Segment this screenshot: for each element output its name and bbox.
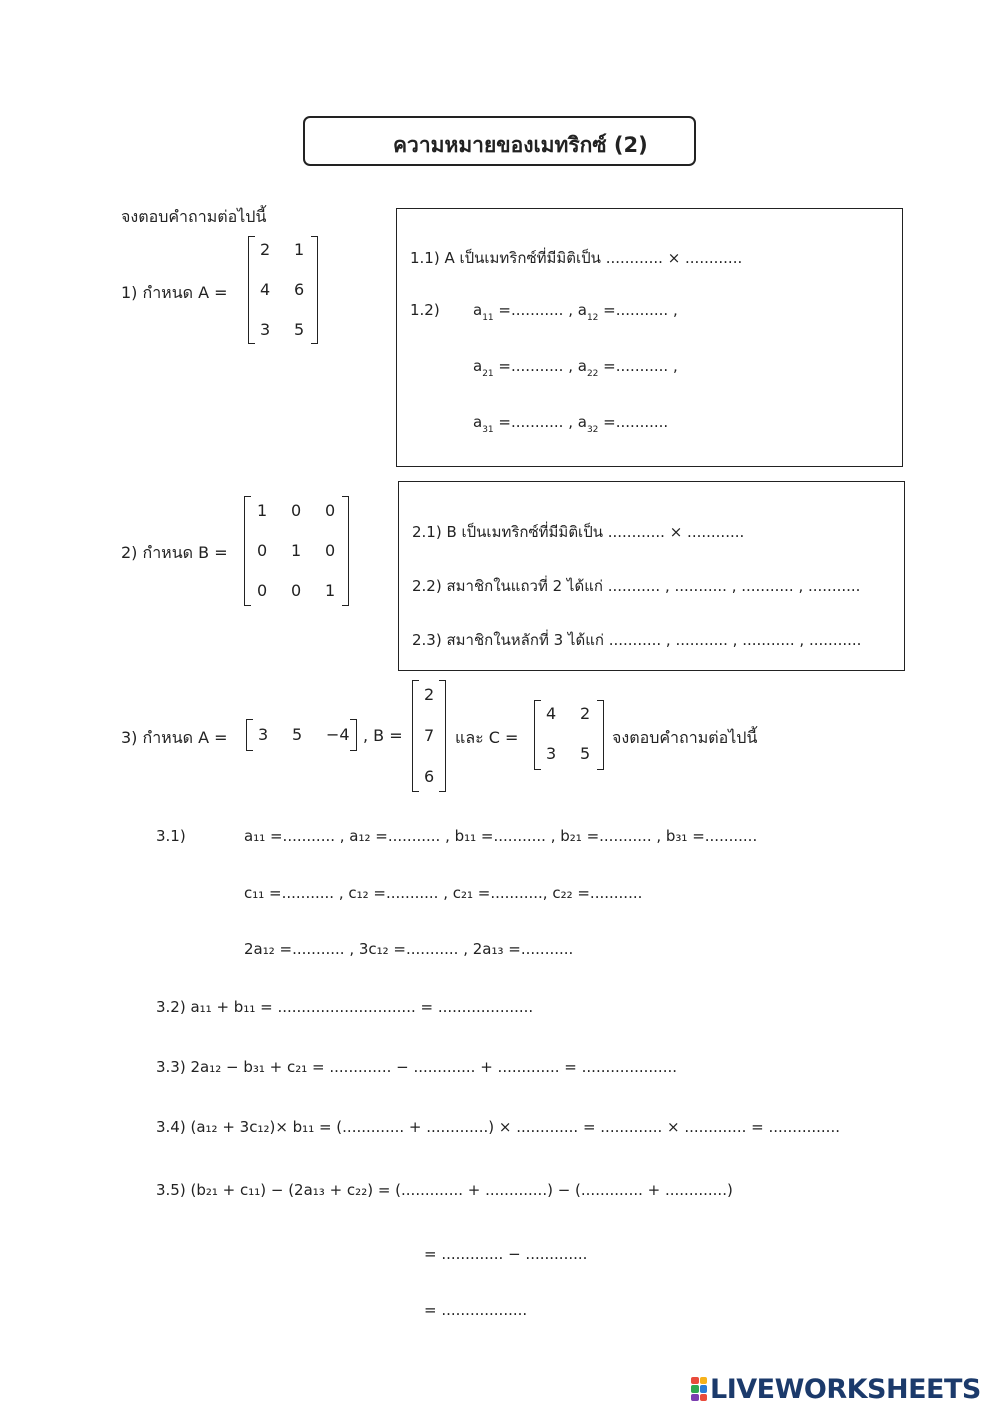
q2-item-1[interactable]: 2.1) B เป็นเมทริกซ์ที่มีมิติเป็น ............ × ............ [412,523,745,541]
q1-item-2-row3[interactable]: $a_{31}$ =........... , $a_{32}$ =........... [473,413,669,435]
matrix-cell: 2 [260,240,271,259]
instruction: จงตอบคำถามต่อไปนี้ [121,207,267,226]
matrix-cell: 1 [257,501,268,520]
matrix-cell: 1 [325,581,336,600]
matrix-a-row [246,719,357,751]
matrix-cell: 1 [294,240,305,259]
q1-answer-box [396,208,903,467]
q3-5[interactable]: 3.5) (b₂₁ + c₁₁) − (2a₁₃ + c₂₂) = (............. + .............) − (............. + .............) [156,1181,733,1199]
matrix-cell: 5 [292,725,303,744]
q3-1-num: 3.1) [156,827,186,845]
matrix-cell: 1 [291,541,302,560]
q2-answer-box [398,481,905,671]
matrix-cell: 3 [258,725,269,744]
q3-b-label: , B = [363,726,403,745]
liveworksheets-logo [691,1374,981,1404]
matrix-cell: 0 [291,581,302,600]
q2-label: 2) กำหนด B = [121,543,228,562]
q3-label: 3) กำหนด A = [121,728,228,747]
logo-grid-icon [691,1377,707,1401]
matrix-cell: −4 [326,725,350,744]
title-box [303,116,696,166]
q1-item-2-num: 1.2) [410,301,440,319]
matrix-a [248,236,318,344]
matrix-cell: 0 [291,501,302,520]
q3-2[interactable]: 3.2) a₁₁ + b₁₁ = ............................. = .................... [156,998,534,1016]
q1-item-2-row2[interactable]: $a_{21}$ =........... , $a_{22}$ =........... , [473,357,678,379]
matrix-cell: 5 [294,320,305,339]
q3-tail: จงตอบคำถามต่อไปนี้ [612,728,758,747]
matrix-b [244,496,349,606]
matrix-cell: 5 [580,744,591,763]
q1-item-1[interactable]: 1.1) A เป็นเมทริกซ์ที่มีมิติเป็น ............ × ............ [410,249,743,267]
q1-item-2-row1[interactable]: $a_{11}$ =........... , $a_{12}$ =........... , [473,301,678,323]
matrix-c [534,700,604,770]
matrix-cell: 0 [257,581,268,600]
matrix-cell: 6 [294,280,305,299]
q3-1-line1[interactable]: a₁₁ =........... , a₁₂ =........... , b₁₁ =........... , b₂₁ =........... , b₃₁ =........... [244,827,758,845]
q3-3[interactable]: 3.3) 2a₁₂ − b₃₁ + c₂₁ = ............. − ............. + ............. = .................... [156,1058,678,1076]
q2-item-3[interactable]: 2.3) สมาชิกในหลักที่ 3 ได้แก่ ........... , ........... , ........... , ........... [412,631,862,649]
q3-4[interactable]: 3.4) (a₁₂ + 3c₁₂)× b₁₁ = (............. + .............) × ............. = ............. × ............. = ............... [156,1118,840,1136]
matrix-cell: 4 [260,280,271,299]
matrix-cell: 3 [546,744,557,763]
matrix-cell: 0 [325,501,336,520]
matrix-cell: 2 [580,704,591,723]
q3-5-step3[interactable]: = .................. [424,1301,528,1319]
brand-text: LIVEWORKSHEETS [710,1373,981,1405]
q3-1-line3[interactable]: 2a₁₂ =........... , 3c₁₂ =........... , 2a₁₃ =........... [244,940,574,958]
matrix-cell: 6 [424,767,435,786]
q2-item-2[interactable]: 2.2) สมาชิกในแถวที่ 2 ได้แก่ ........... , ........... , ........... , ........... [412,577,861,595]
q3-5-step2[interactable]: = ............. − ............. [424,1245,588,1263]
matrix-cell: 2 [424,685,435,704]
matrix-b-col [412,680,446,792]
matrix-cell: 0 [325,541,336,560]
matrix-cell: 7 [424,726,435,745]
q3-c-label: และ C = [455,728,519,747]
q1-label: 1) กำหนด A = [121,283,228,302]
matrix-cell: 3 [260,320,271,339]
page-title: ความหมายของเมทริกซ์ (2) [393,133,648,157]
matrix-cell: 4 [546,704,557,723]
matrix-cell: 0 [257,541,268,560]
q3-1-line2[interactable]: c₁₁ =........... , c₁₂ =........... , c₂₁ =..........., c₂₂ =........... [244,884,643,902]
